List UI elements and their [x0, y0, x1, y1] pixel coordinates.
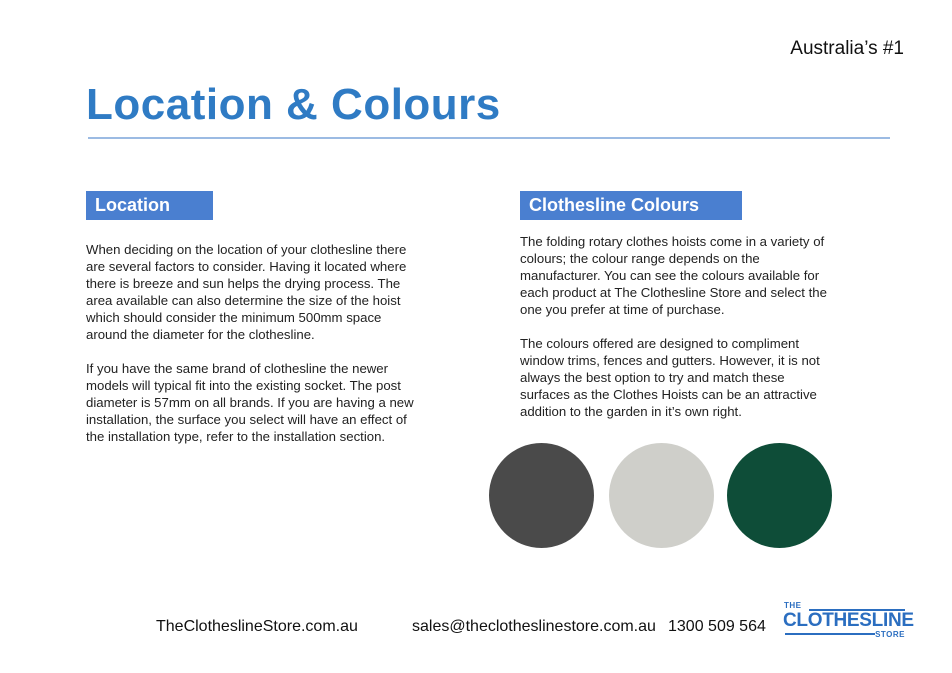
colours-paragraph-1: The folding rotary clothes hoists come in a variety of colours; the colour range depends on the manufacturer. You can see the colours available for each product at The Clothesline Store and select the one you prefer at time of purchase.	[520, 234, 827, 317]
colour-swatch-green	[727, 443, 832, 548]
clothesline-store-logo	[783, 601, 914, 641]
footer-website: TheClotheslineStore.com.au	[156, 618, 358, 635]
colours-heading: Clothesline Colours	[520, 191, 742, 220]
logo-main: CLOTHESLINE	[783, 610, 914, 631]
logo-store: STORE	[875, 630, 905, 639]
location-paragraph-2: If you have the same brand of clothesline the newer models will typical fit into the existing socket. The post diameter is 57mm on all brands. If you are having a new installation, the surface you select will have an effect of the installation type, refer to the installation section.	[86, 361, 414, 444]
title-divider	[88, 137, 890, 139]
colour-swatch-charcoal	[489, 443, 594, 548]
colours-paragraph-2: The colours offered are designed to compliment window trims, fences and gutters. However, it is not always the best option to try and match these surfaces as the Clothes Hoists can be an attractive addition to the garden in it’s own right.	[520, 336, 820, 419]
tagline: Australia’s #1	[790, 38, 904, 59]
footer-email: sales@theclotheslinestore.com.au	[412, 618, 656, 635]
footer-phone: 1300 509 564	[668, 618, 766, 635]
location-heading: Location	[86, 191, 213, 220]
location-paragraph-1: When deciding on the location of your clothesline there are several factors to consider. Having it located where there is breeze and sun helps the drying process. The area available can also determine the size of the hoist which should consider the minimum 500mm space around the diameter for the clothesline.	[86, 242, 407, 342]
logo-the: THE	[784, 601, 802, 610]
colour-swatch-light-grey	[609, 443, 714, 548]
page-title: Location & Colours	[86, 80, 501, 129]
logo-rule-bottom	[785, 633, 875, 635]
